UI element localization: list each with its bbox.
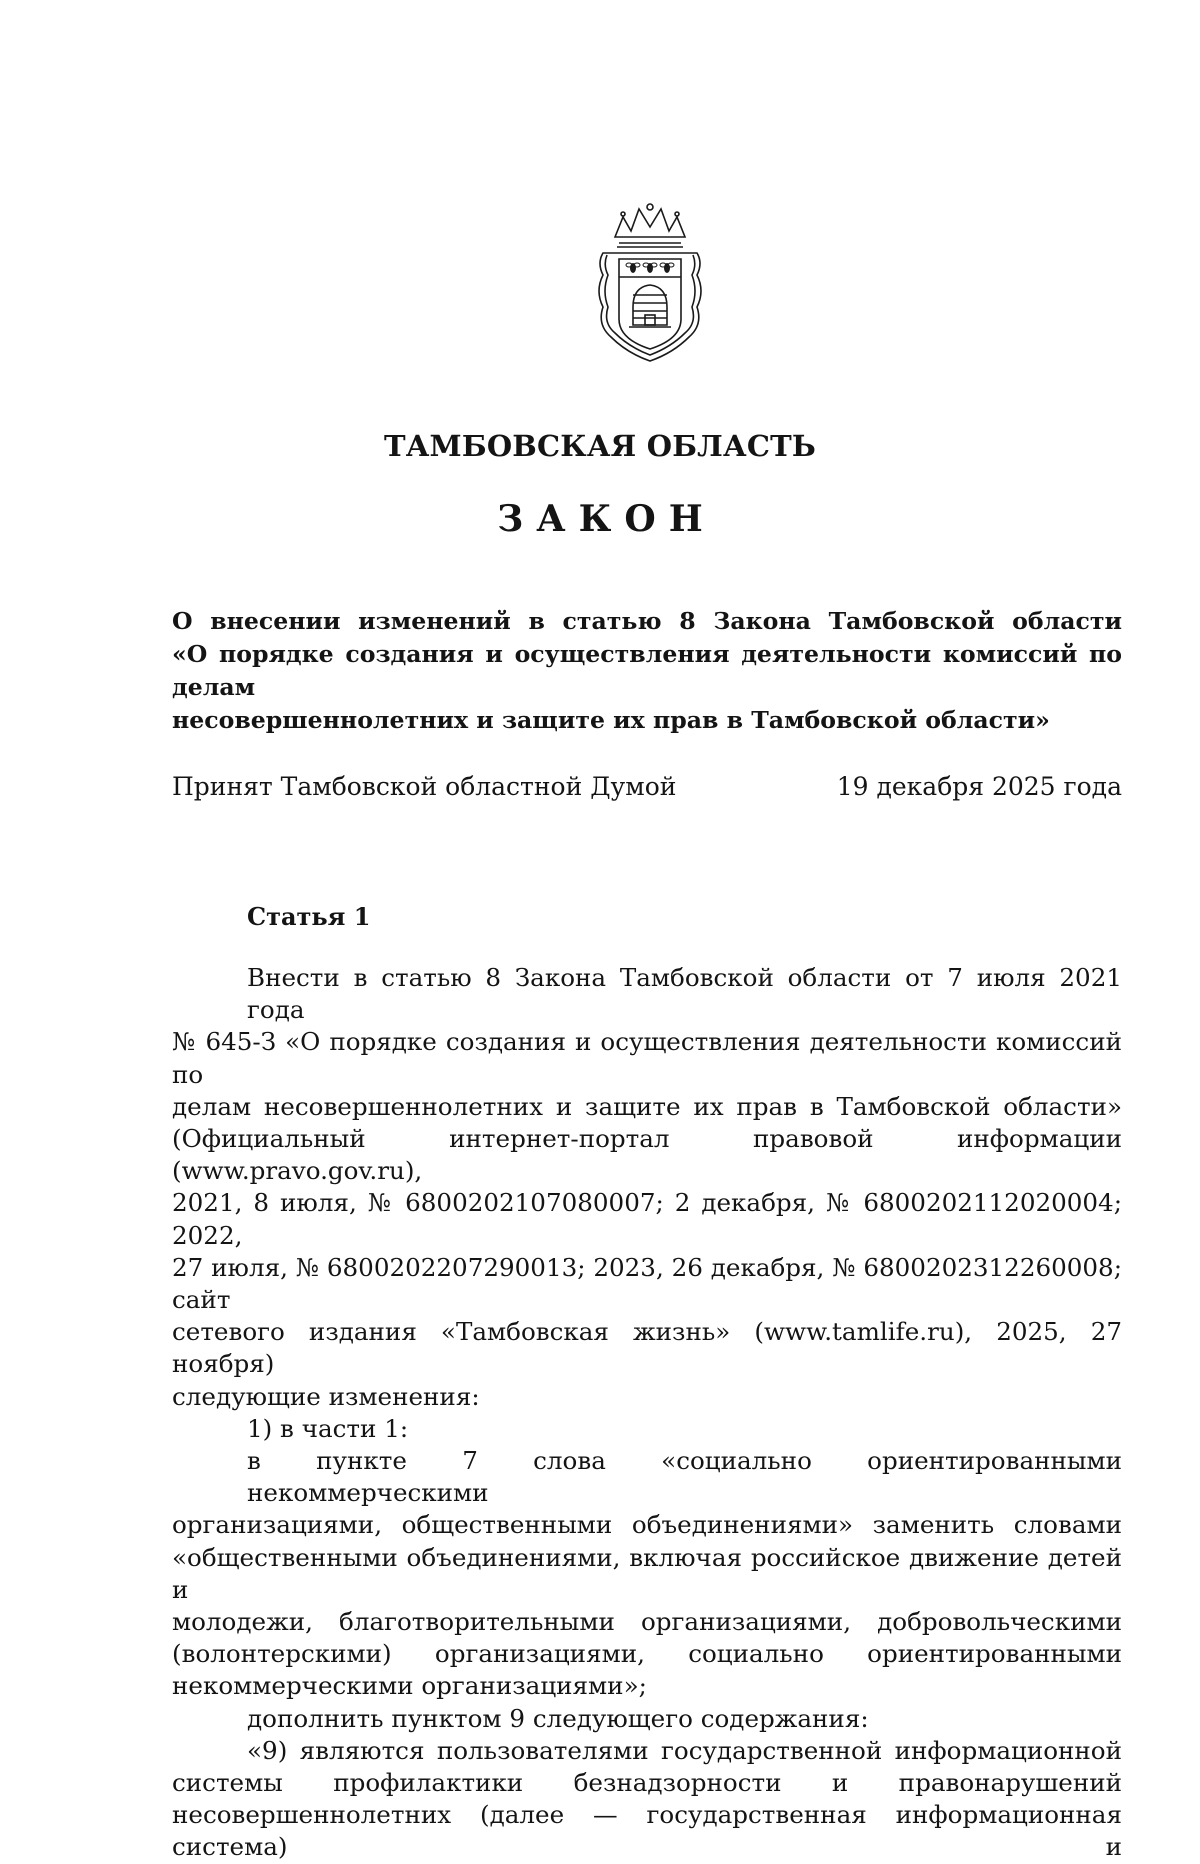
body-line: 2021, 8 июля, № 6800202107080007; 2 декабря, № 6800202112020004; 2022,	[172, 1188, 1122, 1250]
body-line: системы профилактики безнадзорности и правонарушений	[172, 1768, 1122, 1798]
adopted-by: Принят Тамбовской областной Думой	[172, 772, 677, 801]
tambov-region-coat-of-arms-icon	[593, 203, 707, 365]
law-title-line: «О порядке создания и осуществления деятельности комиссий по делам	[172, 640, 1122, 701]
body-line: следующие изменения:	[172, 1381, 480, 1411]
body-line: № 645-З «О порядке создания и осуществления деятельности комиссий по	[172, 1027, 1122, 1089]
region-name: ТАМБОВСКАЯ ОБЛАСТЬ	[383, 429, 817, 463]
body-line: молодежи, благотворительными организациями, добровольческими	[172, 1607, 1122, 1637]
body-line: некоммерческими организациями»;	[172, 1671, 647, 1701]
adoption-date: 19 декабря 2025 года	[836, 772, 1122, 801]
body-line: (волонтерскими) организациями, социально ориентированными	[172, 1639, 1122, 1669]
body-line: 1) в части 1:	[247, 1413, 409, 1443]
body-line: дополнить пунктом 9 следующего содержания:	[247, 1703, 869, 1733]
body-line: несовершеннолетних (далее — государственная информационная система) и	[172, 1800, 1122, 1862]
body-line: организациями, общественными объединениями» заменить словами	[172, 1510, 1122, 1540]
law-title-line: О внесении изменений в статью 8 Закона Тамбовской области	[172, 607, 1122, 635]
body-line: (Официальный интернет-портал правовой информации (www.pravo.gov.ru),	[172, 1124, 1122, 1186]
body-line: «9) являются пользователями государственной информационной	[247, 1735, 1122, 1765]
body-line: Внести в статью 8 Закона Тамбовской области от 7 июля 2021 года	[247, 963, 1122, 1025]
body-line: делам несовершеннолетних и защите их прав в Тамбовской области»	[172, 1091, 1122, 1121]
law-title	[172, 605, 1122, 737]
article-body	[172, 962, 1122, 1864]
body-line: сетевого издания «Тамбовская жизнь» (www.tamlife.ru), 2025, 27 ноября)	[172, 1317, 1122, 1379]
body-line: «общественными объединениями, включая российское движение детей и	[172, 1542, 1122, 1604]
body-line: 27 июля, № 6800202207290013; 2023, 26 декабря, № 6800202312260008; сайт	[172, 1252, 1122, 1315]
body-line: в пункте 7 слова «социально ориентированными некоммерческими	[247, 1446, 1122, 1508]
article-heading: Статья 1	[247, 902, 371, 931]
law-title-line: несовершеннолетних и защите их прав в Тамбовской области»	[172, 706, 1050, 734]
document-type: ЗАКОН	[497, 498, 716, 540]
